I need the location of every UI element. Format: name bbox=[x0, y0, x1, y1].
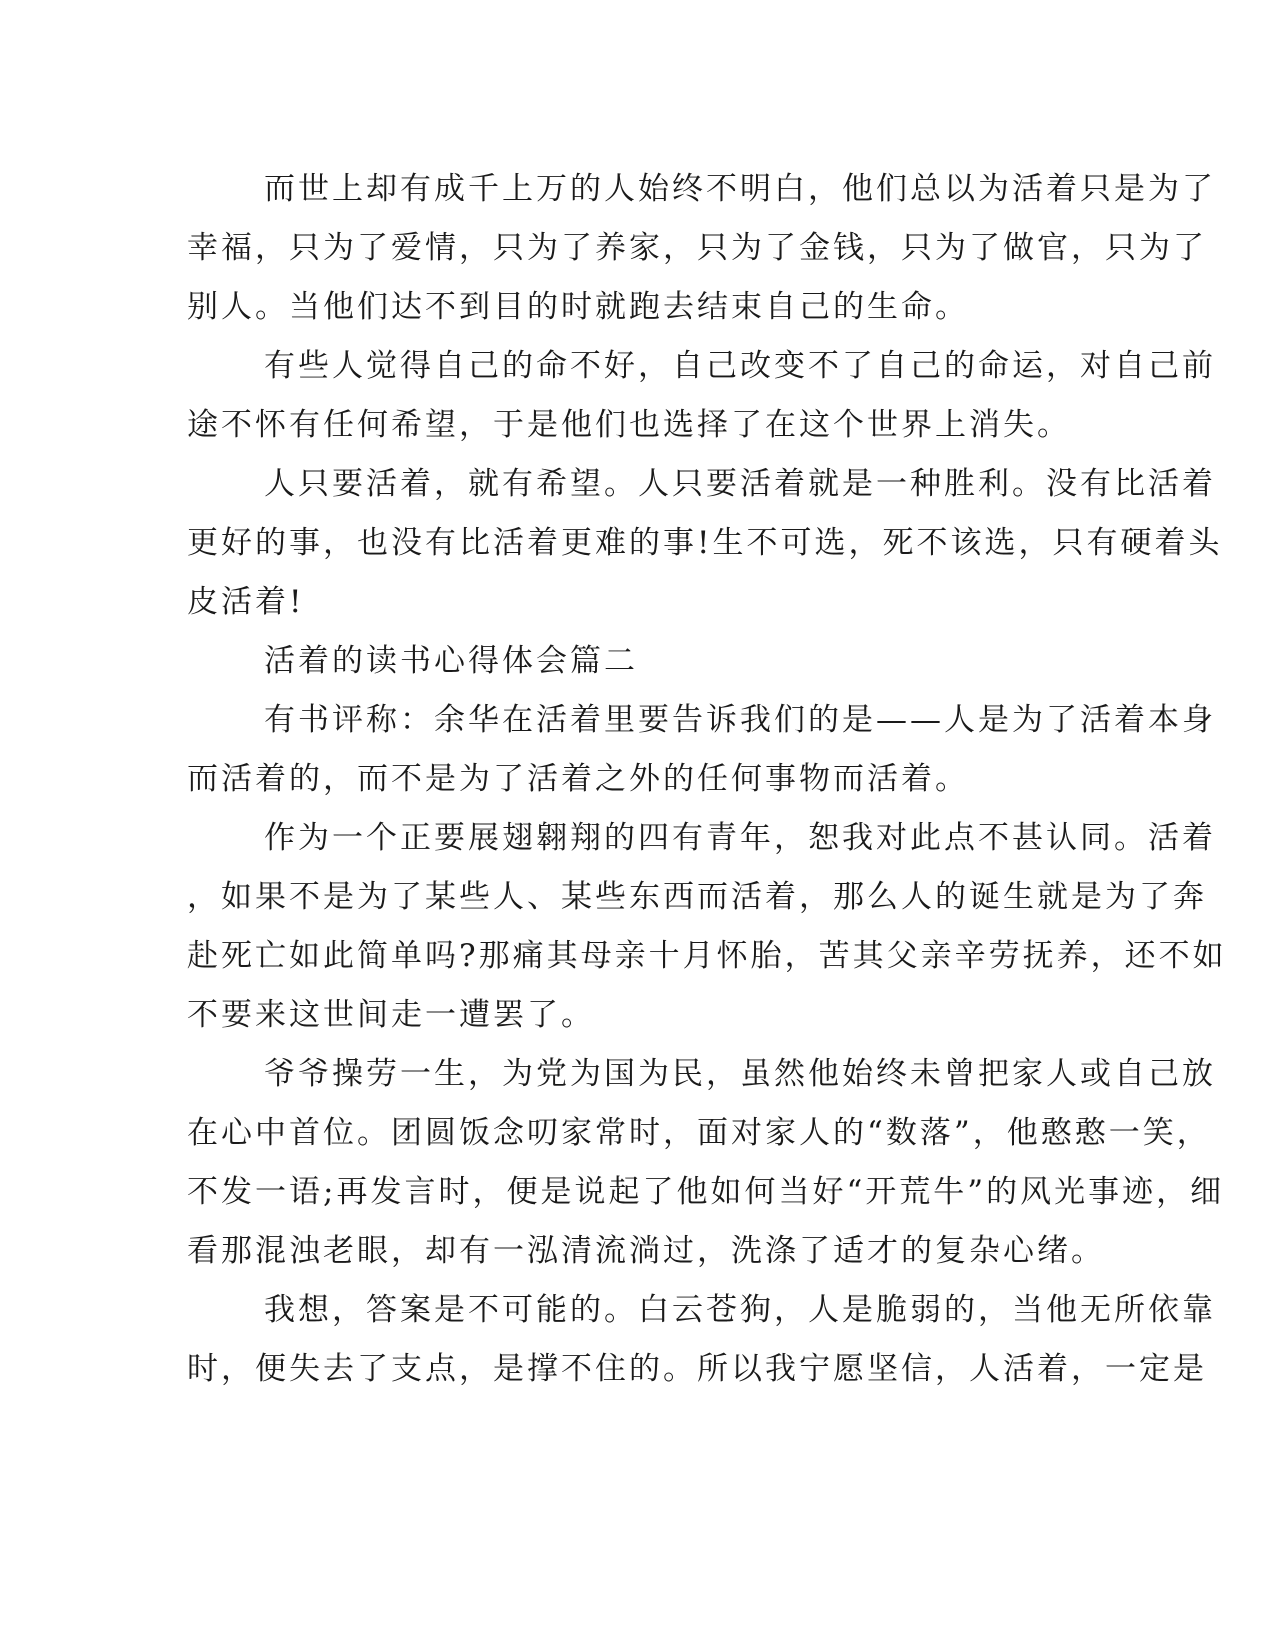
text-line: 别人。当他们达不到目的时就跑去结束自己的生命。 bbox=[187, 289, 969, 325]
text-line: 人只要活着，就有希望。人只要活着就是一种胜利。没有比活着 bbox=[264, 466, 1216, 502]
section-heading: 活着的读书心得体会篇二 bbox=[264, 643, 638, 679]
text-line: 时，便失去了支点，是撑不住的。所以我宁愿坚信，人活着，一定是 bbox=[187, 1351, 1207, 1387]
text-line: 作为一个正要展翅翱翔的四有青年，恕我对此点不甚认同。活着 bbox=[264, 820, 1216, 856]
text-line: 不要来这世间走一遭罢了。 bbox=[187, 997, 595, 1033]
text-line: 更好的事，也没有比活着更难的事!生不可选，死不该选，只有硬着头 bbox=[187, 525, 1223, 561]
text-line: 皮活着! bbox=[187, 584, 305, 620]
text-line: 有些人觉得自己的命不好，自己改变不了自己的命运，对自己前 bbox=[264, 348, 1216, 384]
text-line: 我想，答案是不可能的。白云苍狗，人是脆弱的，当他无所依靠 bbox=[264, 1292, 1216, 1328]
text-line: 在心中首位。团圆饭念叨家常时，面对家人的“数落”，他憨憨一笑， bbox=[187, 1115, 1211, 1151]
text-line: 看那混浊老眼，却有一泓清流淌过，洗涤了适才的复杂心绪。 bbox=[187, 1233, 1105, 1269]
text-line: 而世上却有成千上万的人始终不明白，他们总以为活着只是为了 bbox=[264, 171, 1216, 207]
text-line: 赴死亡如此简单吗?那痛其母亲十月怀胎，苦其父亲辛劳抚养，还不如 bbox=[187, 938, 1227, 974]
text-line: 不发一语;再发言时，便是说起了他如何当好“开荒牛”的风光事迹，细 bbox=[187, 1174, 1225, 1210]
body-text bbox=[187, 160, 1227, 1399]
text-line: 有书评称：余华在活着里要告诉我们的是——人是为了活着本身 bbox=[264, 702, 1216, 738]
text-line: 幸福，只为了爱情，只为了养家，只为了金钱，只为了做官，只为了 bbox=[187, 230, 1207, 266]
text-line: 而活着的，而不是为了活着之外的任何事物而活着。 bbox=[187, 761, 969, 797]
text-line: ，如果不是为了某些人、某些东西而活着，那么人的诞生就是为了奔 bbox=[187, 879, 1207, 915]
text-line: 途不怀有任何希望，于是他们也选择了在这个世界上消失。 bbox=[187, 407, 1071, 443]
text-line: 爷爷操劳一生，为党为国为民，虽然他始终未曾把家人或自己放 bbox=[264, 1056, 1216, 1092]
